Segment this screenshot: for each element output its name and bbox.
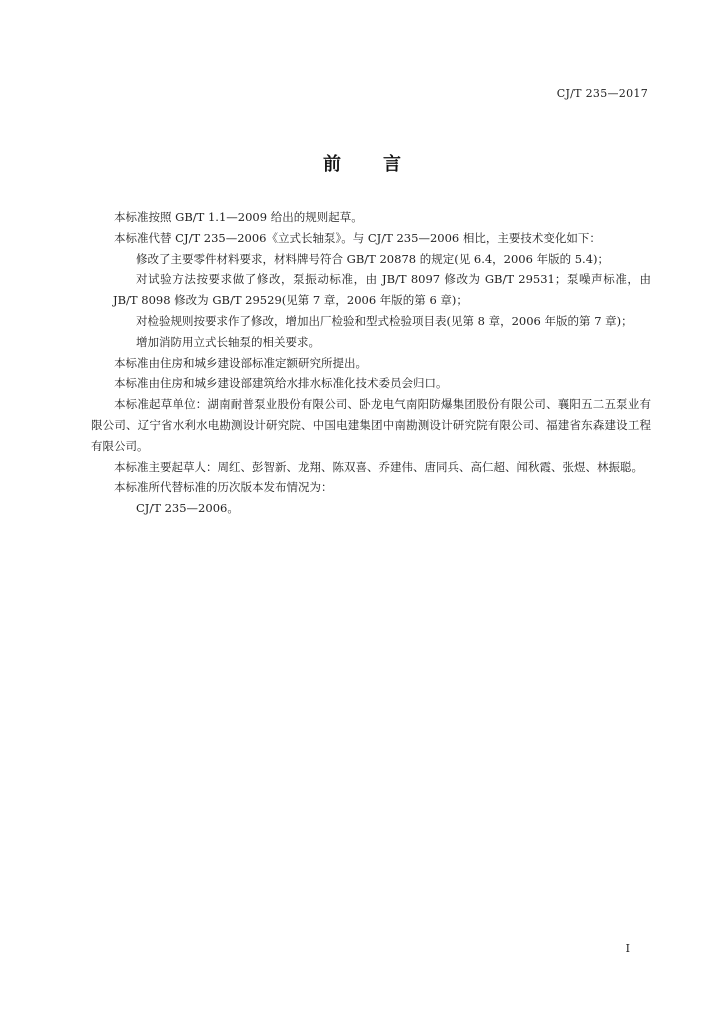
paragraph: 本标准由住房和城乡建设部建筑给水排水标准化技术委员会归口。	[114, 376, 448, 391]
change-item: 对检验规则按要求作了修改，增加出厂检验和型式检验项目表(见第 8 章，2006 年版的第 7 章)；	[136, 313, 633, 328]
change-item: 增加消防用立式长轴泵的相关要求。	[136, 334, 320, 349]
paragraph: 本标准代替 CJ/T 235—2006《立式长轴泵》。与 CJ/T 235—2006 相比，主要技术变化如下：	[114, 230, 601, 245]
paragraph: 本标准起草单位：湖南耐普泵业股份有限公司、卧龙电气南阳防爆集团股份有限公司、襄阳五二五泵业有限公司、辽宁省水利水电勘测设计研究院、中国电建集团中南勘测设计研究院有限公司、福建省东森建设工程有限公司。	[91, 397, 651, 453]
paragraph: 本标准主要起草人：周红、彭智新、龙翔、陈双喜、乔建伟、唐同兵、高仁超、闻秋霞、张煜、林振聪。	[114, 459, 643, 474]
page-title	[0, 150, 724, 176]
paragraph: 本标准由住房和城乡建设部标准定额研究所提出。	[114, 355, 367, 370]
foreword-body	[91, 207, 651, 519]
paragraph: 本标准按照 GB/T 1.1—2009 给出的规则起草。	[114, 210, 363, 224]
title-char-2: 言	[383, 154, 401, 175]
change-item: 修改了主要零件材料要求，材料牌号符合 GB/T 20878 的规定(见 6.4，2006 年版的 5.4)；	[136, 251, 610, 266]
page-number: I	[625, 942, 630, 955]
document-code: CJ/T 235—2017	[556, 87, 648, 100]
change-item: 对试验方法按要求做了修改，泵振动标准，由 JB/T 8097 修改为 GB/T 29531；泵噪声标准，由 JB/T 8098 修改为 GB/T 29529(见第 7 章，2006 年版的第 6 章)；	[113, 272, 651, 308]
title-char-1: 前	[323, 154, 341, 175]
version-item: CJ/T 235—2006。	[136, 501, 239, 516]
paragraph: 本标准所代替标准的历次版本发布情况为：	[114, 480, 333, 495]
